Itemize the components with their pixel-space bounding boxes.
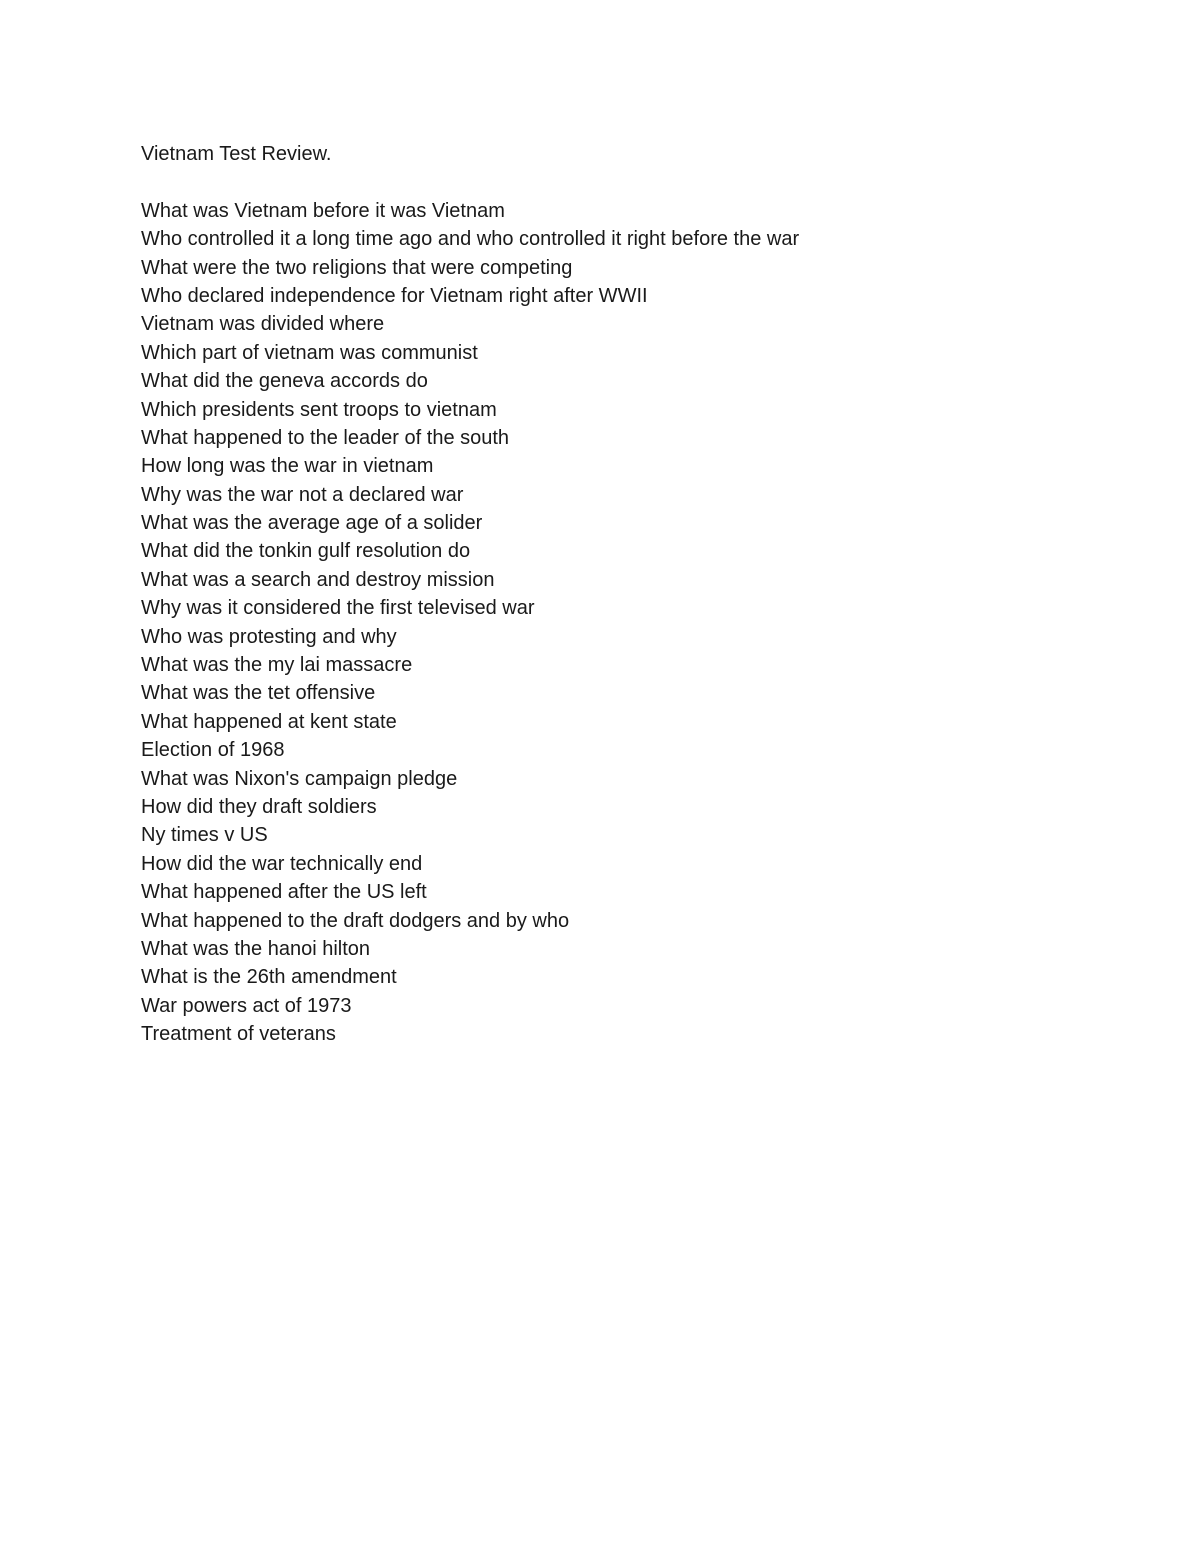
question-item: Why was the war not a declared war (141, 483, 464, 506)
question-item: What happened to the leader of the south (141, 426, 510, 449)
question-item: What happened after the US left (141, 881, 427, 904)
question-item: Who was protesting and why (141, 625, 397, 648)
question-item: What did the tonkin gulf resolution do (141, 540, 471, 563)
question-item: What happened at kent state (141, 710, 397, 733)
question-item: What was a search and destroy mission (141, 568, 495, 591)
question-item: What were the two religions that were competing (141, 256, 573, 279)
question-item: What was the hanoi hilton (141, 937, 371, 960)
question-item: How did they draft soldiers (141, 795, 377, 818)
question-item: What did the geneva accords do (141, 370, 428, 393)
question-item: What was Nixon's campaign pledge (141, 767, 458, 790)
question-item: Ny times v US (141, 824, 268, 847)
question-item: Vietnam was divided where (141, 313, 385, 336)
question-item: What was Vietnam before it was Vietnam (141, 199, 505, 222)
question-item: Treatment of veterans (141, 1023, 336, 1046)
question-list (141, 197, 1141, 1049)
blank-line (141, 168, 1141, 196)
question-item: Why was it considered the first televised war (141, 597, 535, 620)
question-item: What was the tet offensive (141, 682, 376, 705)
question-item: How long was the war in vietnam (141, 455, 434, 478)
document-body (141, 140, 1141, 1049)
question-item: Who declared independence for Vietnam right after WWII (141, 284, 648, 307)
question-item: How did the war technically end (141, 852, 423, 875)
question-item: What was the my lai massacre (141, 654, 413, 677)
question-item: War powers act of 1973 (141, 994, 352, 1017)
question-item: Election of 1968 (141, 739, 285, 762)
question-item: What was the average age of a solider (141, 512, 483, 535)
question-item: Which part of vietnam was communist (141, 341, 478, 364)
question-item: What is the 26th amendment (141, 966, 397, 989)
document-title: Vietnam Test Review. (141, 143, 332, 165)
question-item: What happened to the draft dodgers and by who (141, 909, 570, 932)
question-item: Who controlled it a long time ago and who controlled it right before the war (141, 228, 800, 251)
question-item: Which presidents sent troops to vietnam (141, 398, 497, 421)
